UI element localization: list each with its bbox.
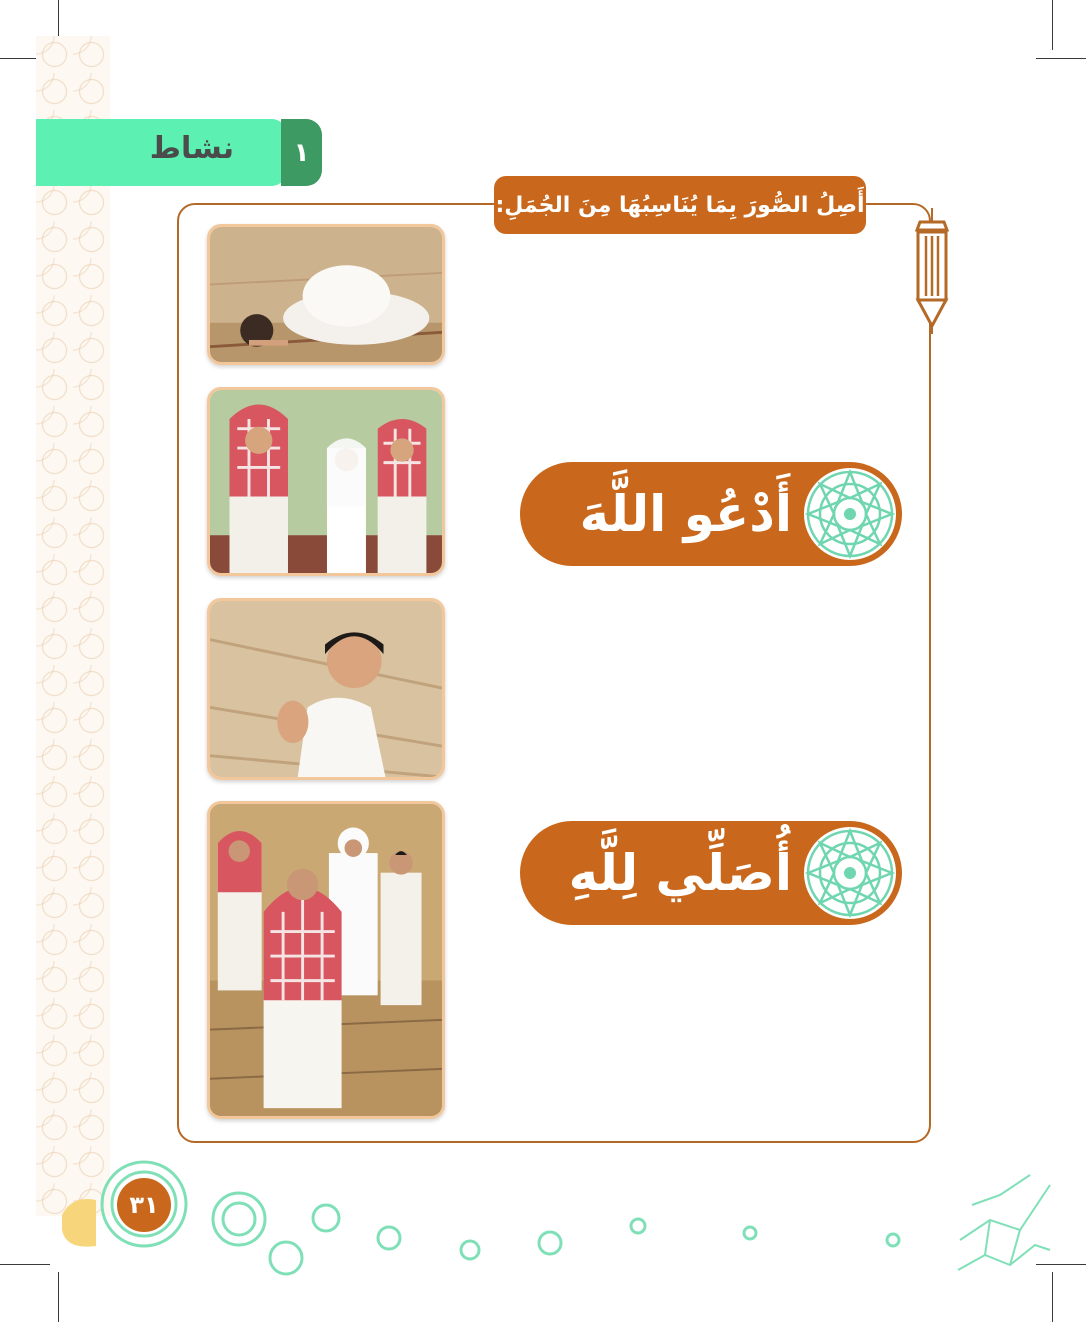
pencil-icon bbox=[914, 208, 950, 338]
activity-number: ١ bbox=[281, 119, 322, 186]
activity-tab-body bbox=[36, 119, 286, 186]
side-pattern-strip bbox=[36, 36, 110, 1216]
crop-mark bbox=[58, 1272, 59, 1322]
page-number: ٣١ bbox=[117, 1178, 171, 1232]
instruction-banner: أَصِلُ الصُّورَ بِمَا يُنَاسِبُهَا مِنَ الجُمَلِ: bbox=[494, 176, 866, 234]
phrase-pill-2[interactable] bbox=[520, 821, 902, 925]
phrase-text: أَدْعُو اللَّهَ bbox=[579, 485, 792, 543]
crop-mark bbox=[1036, 58, 1086, 59]
phrase-pill-1[interactable] bbox=[520, 462, 902, 566]
children-standing-in-prayer-photo[interactable] bbox=[207, 387, 445, 576]
activity-label: نشاط bbox=[149, 131, 234, 166]
crop-mark bbox=[1052, 0, 1053, 50]
rosette-icon bbox=[804, 827, 896, 919]
crop-mark bbox=[1036, 1264, 1086, 1265]
crop-mark bbox=[1052, 1272, 1053, 1322]
activity-tab bbox=[36, 119, 322, 186]
rosette-icon bbox=[804, 468, 896, 560]
family-bowing-in-prayer-photo[interactable] bbox=[207, 801, 445, 1119]
boy-prostrating-photo[interactable] bbox=[207, 224, 445, 365]
phrase-text: أُصَلِّي لِلَّهِ bbox=[568, 844, 792, 902]
crop-mark bbox=[0, 1264, 50, 1265]
boy-raising-hands-in-dua-photo[interactable] bbox=[207, 598, 445, 780]
